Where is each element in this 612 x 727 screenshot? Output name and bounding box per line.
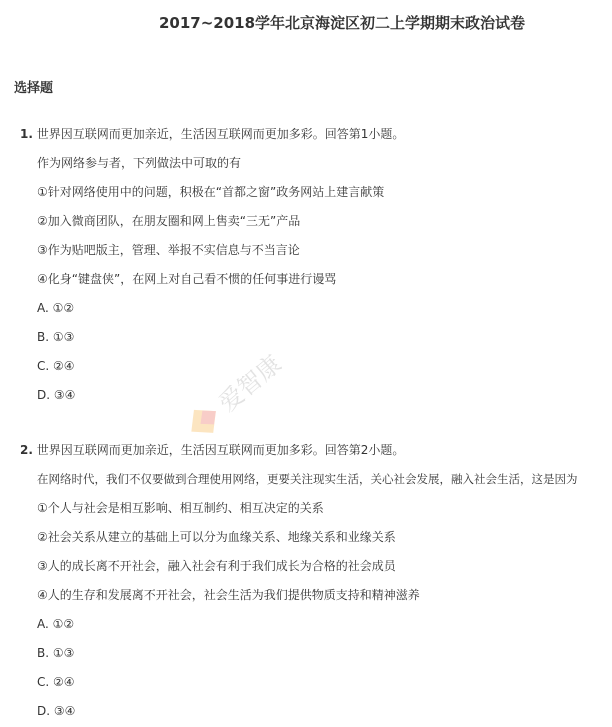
question-1-statement-1: ①针对网络使用中的问题，积极在“首都之窗”政务网站上建言献策 <box>37 185 385 199</box>
question-2-number: 2. <box>20 443 33 457</box>
question-2-prompt: 在网络时代，我们不仅要做到合理使用网络，更要关注现实生活，关心社会发展，融入社会生活，这是因为 <box>37 472 578 486</box>
question-2-option-a[interactable]: A. ①② <box>37 617 75 631</box>
question-2-statement-2: ②社会关系从建立的基础上可以分为血缘关系、地缘关系和业缘关系 <box>37 530 396 544</box>
question-2-stem <box>20 442 404 458</box>
question-1-statement-3: ③作为贴吧版主，管理、举报不实信息与不当言论 <box>37 243 300 257</box>
watermark-text: 爱智康 <box>213 349 287 418</box>
question-2-option-b[interactable]: B. ①③ <box>37 646 75 660</box>
question-2-option-c[interactable]: C. ②④ <box>37 675 75 689</box>
question-1-statement-2: ②加入微商团队，在朋友圈和网上售卖“三无”产品 <box>37 214 301 228</box>
question-1-statement-4: ④化身“键盘侠”，在网上对自己看不惯的任何事进行谩骂 <box>37 272 337 286</box>
watermark-logo <box>160 340 310 450</box>
question-1-option-c[interactable]: C. ②④ <box>37 359 75 373</box>
question-2-statement-3: ③人的成长离不开社会，融入社会有利于我们成长为合格的社会成员 <box>37 559 396 573</box>
question-2-statement-4: ④人的生存和发展离不开社会，社会生活为我们提供物质支持和精神滋养 <box>37 588 420 602</box>
page-title: 2017~2018学年北京海淀区初二上学期期末政治试卷 <box>158 14 526 32</box>
question-1-stem-text: 世界因互联网而更加亲近，生活因互联网而更加多彩。回答第1小题。 <box>36 127 405 141</box>
section-heading: 选择题 <box>14 81 54 96</box>
question-2-statement-1: ①个人与社会是相互影响、相互制约、相互决定的关系 <box>37 501 324 515</box>
question-1-option-a[interactable]: A. ①② <box>37 301 75 315</box>
question-1-stem <box>20 126 404 142</box>
question-2-stem-text: 世界因互联网而更加亲近，生活因互联网而更加多彩。回答第2小题。 <box>36 443 405 457</box>
question-1-prompt: 作为网络参与者，下列做法中可取的有 <box>37 156 242 170</box>
question-1-option-b[interactable]: B. ①③ <box>37 330 75 344</box>
question-1-option-d[interactable]: D. ③④ <box>37 388 76 402</box>
question-2-option-d[interactable]: D. ③④ <box>37 704 76 718</box>
question-1-number: 1. <box>20 127 33 141</box>
